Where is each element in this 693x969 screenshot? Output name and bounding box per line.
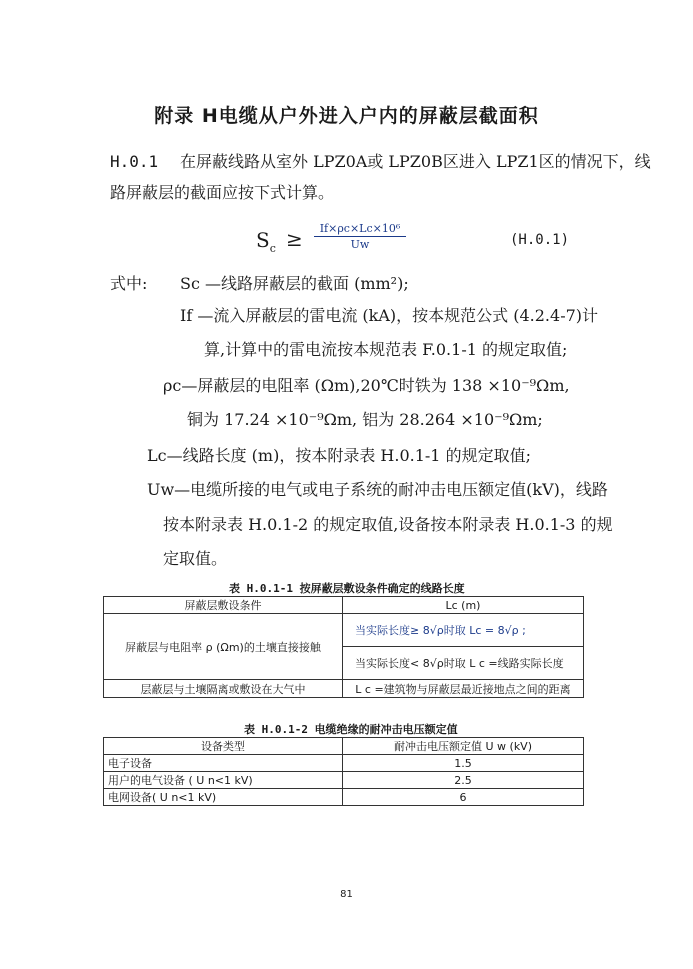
table-2 <box>103 737 584 806</box>
def-if-line-1: If —流入屏蔽层的雷电流 (kA)，按本规范公式 (4.2.4-7)计 <box>180 306 599 325</box>
def-lc: Lc—线路长度 (m)，按本附录表 H.0.1-1 的规定取值; <box>147 446 531 465</box>
formula-number: (H.0.1) <box>510 232 570 248</box>
def-rho-line-2: 铜为 17.24 ×10⁻⁹Ωm, 铝为 28.264 ×10⁻⁹Ωm; <box>187 410 543 429</box>
table-1-row1-b: 当实际长度< 8√ρ时取 L c =线路实际长度 <box>343 647 584 680</box>
table-row <box>104 772 584 789</box>
def-rho-line-1: ρc—屏蔽层的电阻率 (Ωm),20℃时铁为 138 ×10⁻⁹Ωm, <box>163 376 570 395</box>
table-2-header-value: 耐冲击电压额定值 U w (kV) <box>343 738 584 755</box>
table-1-header-lc: Lc (m) <box>343 597 584 614</box>
table-2-cell-value: 2.5 <box>343 772 584 789</box>
section-line-2: 路屏蔽层的截面应按下式计算。 <box>110 183 335 202</box>
formula-lhs: $S_c$ <box>256 228 276 255</box>
page-number: 81 <box>340 889 353 900</box>
def-sc: Sc —线路屏蔽层的截面 (mm²); <box>180 274 409 293</box>
definitions-prefix: 式中: <box>110 274 148 293</box>
table-1-header-condition: 屏蔽层敷设条件 <box>104 597 343 614</box>
def-uw-line-3: 定取值。 <box>163 549 228 568</box>
table-2-header-type: 设备类型 <box>104 738 343 755</box>
table-row <box>104 614 584 647</box>
def-uw-line-1: Uw—电缆所接的电气或电子系统的耐冲击电压额定值(kV)，线路 <box>147 480 608 499</box>
table-2-cell-value: 6 <box>343 789 584 806</box>
def-if-line-2: 算,计算中的雷电流按本规范表 F.0.1-1 的规定取值; <box>204 340 568 359</box>
table-1-row1-label: 屏蔽层与电阻率 ρ (Ωm)的土壤直接接触 <box>104 614 343 680</box>
table-row <box>104 789 584 806</box>
page-title: 附录 H电缆从户外进入户内的屏蔽层截面积 <box>154 105 539 127</box>
table-2-cell-type: 电网设备( U n<1 kV) <box>104 789 343 806</box>
formula-geq: ≥ <box>286 227 303 251</box>
table-row <box>104 680 584 698</box>
section-number: H.0.1 <box>110 152 159 171</box>
table-1-row2-value: L c =建筑物与屏蔽层最近接地点之间的距离 <box>343 680 584 698</box>
table-1-header-row <box>104 597 584 614</box>
formula-fraction <box>314 222 406 251</box>
table-2-header-row <box>104 738 584 755</box>
table-row <box>104 755 584 772</box>
table-1-caption: 表 H.0.1-1 按屏蔽层敷设条件确定的线路长度 <box>229 582 465 595</box>
table-2-caption: 表 H.0.1-2 电缆绝缘的耐冲击电压额定值 <box>244 723 458 736</box>
table-2-cell-type: 电子设备 <box>104 755 343 772</box>
def-uw-line-2: 按本附录表 H.0.1-2 的规定取值,设备按本附录表 H.0.1-3 的规 <box>163 515 613 534</box>
table-2-cell-value: 1.5 <box>343 755 584 772</box>
table-1-row2-label: 层蔽层与土壤隔离或敷设在大气中 <box>104 680 343 698</box>
formula-denominator: Uw <box>350 238 370 251</box>
section-line-1: 在屏蔽线路从室外 LPZ0A或 LPZ0B区进入 LPZ1区的情况下，线 <box>180 152 651 171</box>
table-2-cell-type: 用户的电气设备 ( U n<1 kV) <box>104 772 343 789</box>
table-1 <box>103 596 584 698</box>
formula-numerator: If×ρc×Lc×10⁶ <box>314 222 406 237</box>
table-1-row1-a: 当实际长度≥ 8√ρ时取 Lc = 8√ρ ; <box>343 614 584 647</box>
